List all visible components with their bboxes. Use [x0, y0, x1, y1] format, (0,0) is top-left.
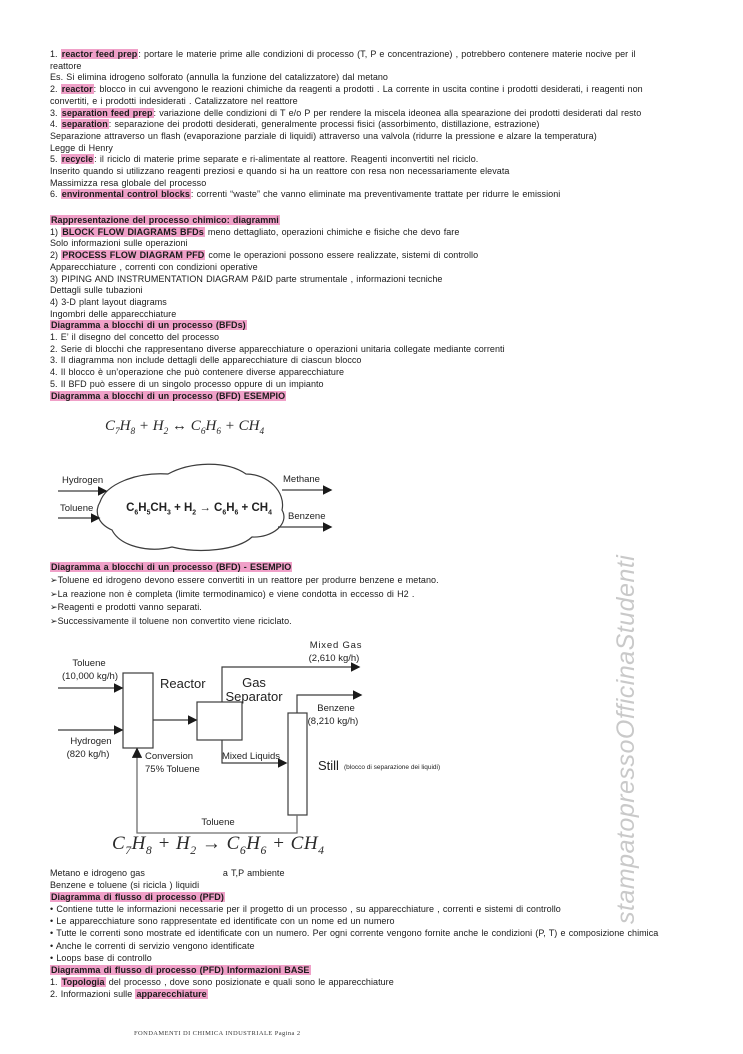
- text-span: : correnti “waste” che vanno eliminate ma preventivamente trattate per ridurre le emissioni: [190, 189, 561, 200]
- text-line: [50, 601, 439, 614]
- text-line: [50, 320, 505, 332]
- text-span: Separazione attraverso un flash (evaporazione parziale di liquidi) attraverso una valvola (ridurre la pressione e alzare la temperatura): [50, 130, 597, 141]
- highlighted-text: recycle: [61, 154, 94, 165]
- text-line: [50, 588, 439, 601]
- toluene-feed-rate: (10,000 kg/h): [62, 671, 118, 682]
- text-span: 2. Serie di blocchi che rappresentano diverse apparecchiature o operazioni unitaria collegate mediante correnti: [50, 343, 505, 354]
- text-span: 1.: [50, 976, 61, 987]
- hydrogen-feed-label: Hydrogen: [70, 736, 112, 747]
- still-label: Still: [318, 758, 339, 773]
- text-span: 5.: [50, 154, 61, 165]
- text-span: : separazione dei prodotti desiderati, generalmente processi fisici (assorbimento, distillazione, estrazione): [108, 119, 540, 130]
- text-line: [50, 238, 505, 250]
- benzene-out-label: Benzene: [317, 703, 355, 714]
- text-line: [50, 391, 505, 403]
- text-line: [50, 332, 505, 344]
- highlighted-text: separation feed prep: [61, 107, 153, 118]
- text-span: ➢Successivamente il toluene non convertito viene riciclato.: [50, 615, 292, 626]
- text-line: [50, 952, 658, 964]
- toluene-feed-label: Toluene: [72, 658, 106, 669]
- blob-process-diagram: [40, 458, 370, 560]
- highlighted-text: Diagramma a blocchi di un processo (BFDs): [51, 320, 246, 331]
- conversion-label-line1: Conversion: [145, 751, 194, 762]
- text-line: [50, 61, 643, 73]
- highlighted-text: Diagramma a blocchi di un processo (BFD) ESEMPIO: [51, 390, 286, 401]
- text-line: [50, 915, 658, 927]
- text-line: [50, 355, 505, 367]
- equation-toluene-reaction: $C_7H_8 + H_2 \to C_6H_6 + CH_4$: [112, 833, 325, 857]
- text-span: • Contiene tutte le informazioni necessarie per il progetto di un processo , su apparecchiature , correnti e sistemi di controllo: [50, 904, 561, 915]
- text-line: [50, 344, 505, 356]
- text-span: Solo informazioni sulle operazioni: [50, 238, 188, 249]
- text-span: 1. E’ il disegno del concetto del processo: [50, 332, 220, 343]
- gas-separator-label-line2: Separator: [225, 689, 283, 704]
- text-line: [50, 988, 658, 1000]
- highlighted-text: apparecchiature: [136, 988, 207, 999]
- text-line: [50, 903, 658, 915]
- text-span: : il riciclo di materie prime separate e ri-alimentate al reattore. Reagenti inconvertiti nel riciclo.: [94, 154, 479, 165]
- highlighted-text: PROCESS FLOW DIAGRAM PFD: [62, 250, 205, 261]
- text-line: [50, 250, 505, 262]
- text-span: • Anche le correnti di servizio vengono identificate: [50, 940, 255, 951]
- text-line: [50, 84, 643, 96]
- text-line: [50, 131, 643, 143]
- text-span: 2.: [50, 84, 61, 95]
- block-flow-diagram: [40, 635, 620, 840]
- bfd-svg: [40, 635, 620, 840]
- text-span: Apparecchiature , correnti con condizioni operative: [50, 261, 258, 272]
- text-span: • Le apparecchiature sono rappresentate ed identificate con un nome ed un numero: [50, 916, 395, 927]
- text-line: [50, 879, 658, 891]
- text-span: a T,P ambiente: [222, 868, 285, 878]
- text-line: [50, 119, 643, 131]
- text-line: [50, 561, 439, 574]
- toluene-label: Toluene: [60, 503, 94, 514]
- text-span: : blocco in cui avvengono le reazioni chimiche da reagenti a prodotti . La corrente in uscita contine i prodotti desiderati, i reagenti non: [93, 84, 643, 95]
- gas-separator-box: [197, 702, 242, 740]
- highlighted-text: Topologia: [61, 976, 105, 987]
- text-line: [50, 96, 643, 108]
- reactor-label: Reactor: [160, 676, 206, 691]
- text-span: 1): [50, 226, 62, 237]
- text-span: ➢La reazione non è completa (limite termodinamico) e viene condotta in eccesso di H2 .: [50, 588, 415, 599]
- mixed-liquids-label: Mixed Liquids: [221, 751, 281, 762]
- methane-label: Methane: [283, 474, 320, 485]
- text-span: 3.: [50, 107, 61, 118]
- text-span: 4) 3-D plant layout diagrams: [50, 296, 167, 307]
- text-span: Es. Si elimina idrogeno solforato (annulla la funzione del catalizzatore) dal metano: [50, 72, 388, 83]
- text-line: [50, 379, 505, 391]
- text-line: [50, 285, 505, 297]
- highlighted-text: reactor: [61, 84, 93, 95]
- text-span: meno dettagliato, operazioni chimiche e fisiche che devo fare: [204, 226, 460, 237]
- text-span: ➢Toluene ed idrogeno devono essere convertiti in un reattore per produrre benzene e metano.: [50, 575, 439, 586]
- diagram-types-section: [50, 215, 505, 402]
- text-line: [50, 574, 439, 587]
- text-line: [50, 297, 505, 309]
- highlighted-text: BLOCK FLOW DIAGRAMS BFDs: [62, 226, 204, 237]
- text-line: [50, 367, 505, 379]
- highlighted-text: separation: [61, 119, 108, 130]
- text-span: 3) PIPING AND INSTRUMENTATION DIAGRAM P&ID parte strumentale , informazioni tecniche: [50, 273, 443, 284]
- text-span: ➢Reagenti e prodotti vanno separati.: [50, 602, 202, 613]
- text-span: 2): [50, 250, 62, 261]
- reactor-box: [123, 673, 153, 748]
- text-line: [50, 940, 658, 952]
- benzene-out-rate: (8,210 kg/h): [307, 716, 359, 727]
- hydrogen-label: Hydrogen: [62, 475, 104, 486]
- text-line: [50, 927, 658, 939]
- conversion-label-line2: 75% Toluene: [145, 764, 200, 775]
- mixed-gas-label: Mixed Gas: [309, 640, 363, 651]
- text-line: [50, 215, 505, 227]
- text-line: [50, 178, 643, 190]
- mixed-gas-rate: (2,610 kg/h): [308, 653, 360, 664]
- pfd-section: [50, 867, 658, 1000]
- blob-reaction-equation: $C_6H_5CH_3 + H_2 \to C_6H_6 + CH_4$: [126, 502, 272, 517]
- text-span: 5. Il BFD può essere di un singolo processo oppure di un impianto: [50, 378, 324, 389]
- text-line: [50, 143, 643, 155]
- text-line: [50, 262, 505, 274]
- text-line: [50, 615, 439, 628]
- watermark-text: stampatopressoOfficinaStudenti: [612, 554, 640, 924]
- intro-process-blocks-section: [50, 49, 643, 201]
- text-line: [50, 976, 658, 988]
- text-span: 4.: [50, 119, 61, 130]
- text-span: 3. Il diagramma non include dettagli delle apparecchiature di ciascun blocco: [50, 355, 362, 366]
- hydrogen-feed-rate: (820 kg/h): [66, 749, 110, 760]
- text-span: Metano e idrogeno gas: [50, 868, 145, 878]
- highlighted-text: Diagramma a blocchi di un processo (BFD) - ESEMPIO: [51, 562, 292, 572]
- text-line: [50, 72, 643, 84]
- toluene-recycle-label: Toluene: [201, 817, 235, 828]
- text-line: [50, 49, 643, 61]
- text-span: convertiti, e i prodotti indesiderati . Catalizzatore nel reattore: [50, 95, 298, 106]
- text-span: Benzene e toluene (si ricicla ) liquidi: [50, 880, 200, 891]
- text-span: reattore: [50, 60, 82, 71]
- text-line: [50, 274, 505, 286]
- text-line: [50, 891, 658, 903]
- text-span: come le operazioni possono essere realizzate, sistemi di controllo: [205, 250, 479, 261]
- text-span: 4. Il blocco è un’operazione che può contenere diverse apparecchiature: [50, 367, 345, 378]
- highlighted-text: Diagramma di flusso di processo (PFD): [51, 892, 224, 903]
- text-span: 2. Informazioni sulle: [50, 988, 136, 999]
- text-span: Massimizza resa globale del processo: [50, 177, 207, 188]
- still-note: (blocco di separazione dei liquidi): [344, 764, 441, 771]
- gas-separator-label-line1: Gas: [242, 675, 266, 690]
- text-line: [50, 964, 658, 976]
- equation-toluene-equilibrium: $C_7H_8 + H_2$ ↔ $C_6H_6 + CH_4$: [105, 418, 265, 437]
- highlighted-text: reactor feed prep: [61, 49, 138, 59]
- text-line: [50, 108, 643, 120]
- text-span: : portare le materie prime alle condizioni di processo (T, P e concentrazione) , potrebbero contenere materie nocive per il: [138, 49, 636, 59]
- still-box: [288, 713, 307, 815]
- text-span: Dettagli sulle tubazioni: [50, 285, 143, 296]
- text-line: [50, 309, 505, 321]
- text-span: Ingombri delle apparecchiature: [50, 308, 177, 319]
- text-span: del processo , dove sono posizionate e quali sono le apparecchiature: [105, 976, 394, 987]
- highlighted-text: Rappresentazione del processo chimico: diagrammi: [51, 215, 279, 225]
- text-line: [50, 227, 505, 239]
- text-line: [50, 867, 658, 879]
- text-line: [50, 154, 643, 166]
- highlighted-text: Diagramma di flusso di processo (PFD) Informazioni BASE: [51, 964, 310, 975]
- highlighted-text: environmental control blocks: [61, 189, 190, 200]
- bfd-esempio-section: [50, 561, 439, 628]
- text-span: • Loops base di controllo: [50, 952, 152, 963]
- text-span: Inserito quando si utilizzano reagenti preziosi e quando si ha un reattore con resa non necessariamente elevata: [50, 166, 510, 177]
- text-span: 1.: [50, 49, 61, 59]
- text-span: Legge di Henry: [50, 142, 113, 153]
- text-span: 6.: [50, 189, 61, 200]
- text-line: [50, 166, 643, 178]
- text-span: • Tutte le correnti sono mostrate ed identificate con un numero. Per ogni corrente vengono fornite anche le condizioni (P, T) e composizione chimica: [50, 928, 659, 939]
- page-footer: FONDAMENTI DI CHIMICA INDUSTRIALE Pagina 2: [134, 1030, 301, 1037]
- text-span: : variazione delle condizioni di T e/o P per rendere la miscela ideonea alla spearazione dei prodotti desiderati dal resto: [153, 107, 642, 118]
- benzene-label: Benzene: [288, 511, 326, 522]
- text-line: [50, 189, 643, 201]
